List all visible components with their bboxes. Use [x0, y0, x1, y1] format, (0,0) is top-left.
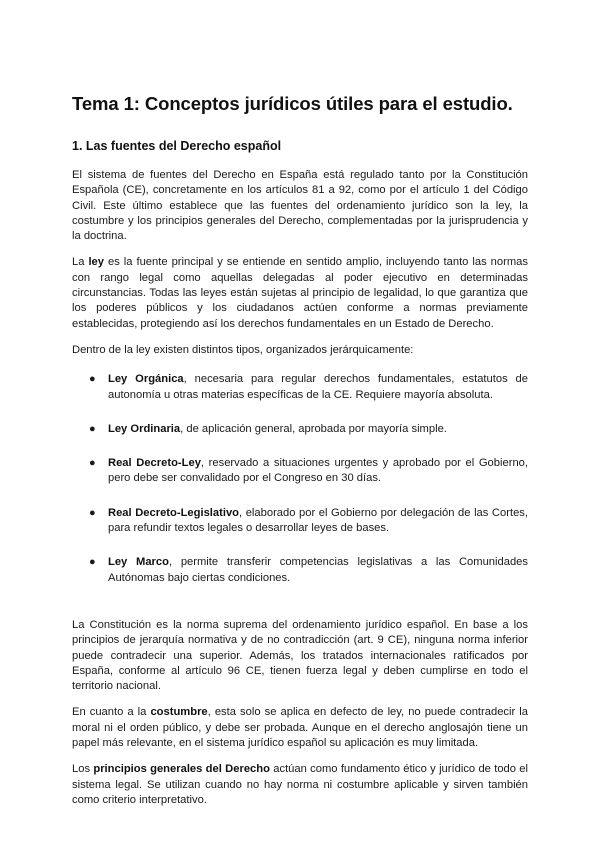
list-item [89, 456, 528, 487]
paragraph-principles-post: actúan como fundamento ético y jurídico de todo el sistema legal. Se utilizan cuando no hay norma ni costumbre aplicable y sirven también como criterio interpretativo. [72, 763, 529, 806]
list-item-desc: , elaborado por el Gobierno por delegación de las Cortes, para refundir textos legales o desarrollar leyes de bases. [108, 506, 528, 535]
bullet-icon: ● [89, 506, 96, 519]
paragraph-custom-pre: En cuanto a la [72, 706, 151, 719]
paragraph-law-pre: La [72, 256, 89, 269]
bullet-icon: ● [89, 422, 96, 435]
paragraph-sources-intro: El sistema de fuentes del Derecho en España está regulado tanto por la Constitución Española (CE), concretamente en los artículos 81 a 92, como por el artículo 1 del Código Civil. Este último establece que las fuentes del ordenamiento jurídico son la ley, la costumbre y los principios generales del Derecho, complementadas por la jurisprudencia y la doctrina. [72, 169, 528, 243]
paragraph-law-post: es la fuente principal y se entiende en sentido amplio, incluyendo tanto las normas con rango legal como aquellas delegadas al poder ejecutivo en determinadas circunstancias. Todas las leyes están sujetas al principio de legalidad, lo que garantiza que los poderes públicos y los ciudadanos actúen conforme a normas previamente establecidas, protegiendo así los derechos fundamentales en un Estado de Derecho. [72, 256, 528, 330]
list-item-term: Ley Marco [108, 556, 169, 569]
law-types-list [72, 372, 528, 586]
list-item-term: Ley Orgánica [108, 373, 184, 386]
paragraph-custom-post: , esta solo se aplica en defecto de ley, no puede contradecir la moral ni el orden público, y debe ser probada. Aunque en el derecho anglosajón tiene un papel más relevante, en el sistema jurídico español su aplicación es muy limitada. [72, 706, 528, 750]
term-ley: ley [88, 256, 104, 269]
term-principios-generales: principios generales del Derecho [93, 763, 270, 776]
paragraph-general-principles [72, 762, 528, 808]
page-title: Tema 1: Conceptos jurídicos útiles para el estudio. [72, 93, 513, 114]
paragraph-law [72, 255, 528, 331]
paragraph-principles-pre: Los [72, 763, 94, 776]
list-item-desc: , permite transferir competencias legislativas a las Comunidades Autónomas bajo ciertas condiciones. [108, 556, 528, 584]
bullet-icon: ● [89, 373, 96, 386]
list-item-desc: , de aplicación general, aprobada por mayoría simple. [180, 422, 447, 435]
list-item [89, 422, 528, 437]
term-costumbre: costumbre [150, 706, 208, 719]
paragraph-custom [72, 705, 528, 751]
list-item [89, 555, 528, 586]
paragraph-constitution: La Constitución es la norma suprema del ordenamiento jurídico español. En base a los principios de jerarquía normativa y de no contradicción (art. 9 CE), ninguna norma inferior puede contradecir una superior. Además, los tratados internacionales ratificados por España, conforme al artículo 96 CE, tienen fuerza legal y deben cumplirse en todo el territorio nacional. [72, 618, 528, 693]
list-item-desc: , reservado a situaciones urgentes y aprobado por el Gobierno, pero debe ser convalidado por el Congreso en 30 días. [108, 457, 528, 485]
list-item-term: Real Decreto-Ley [108, 457, 201, 470]
list-item [89, 372, 528, 403]
section-heading: 1. Las fuentes del Derecho español [72, 139, 282, 153]
list-item-term: Real Decreto-Legislativo [108, 506, 240, 519]
bullet-icon: ● [89, 457, 96, 470]
paragraph-law-types-intro: Dentro de la ley existen distintos tipos, organizados jerárquicamente: [72, 343, 414, 356]
list-item [89, 506, 528, 537]
list-item-term: Ley Ordinaria [108, 422, 181, 435]
bullet-icon: ● [89, 556, 96, 569]
list-item-desc: , necesaria para regular derechos fundamentales, estatutos de autonomía u otras materias específicas de la CE. Requiere mayoría absoluta. [108, 373, 528, 401]
